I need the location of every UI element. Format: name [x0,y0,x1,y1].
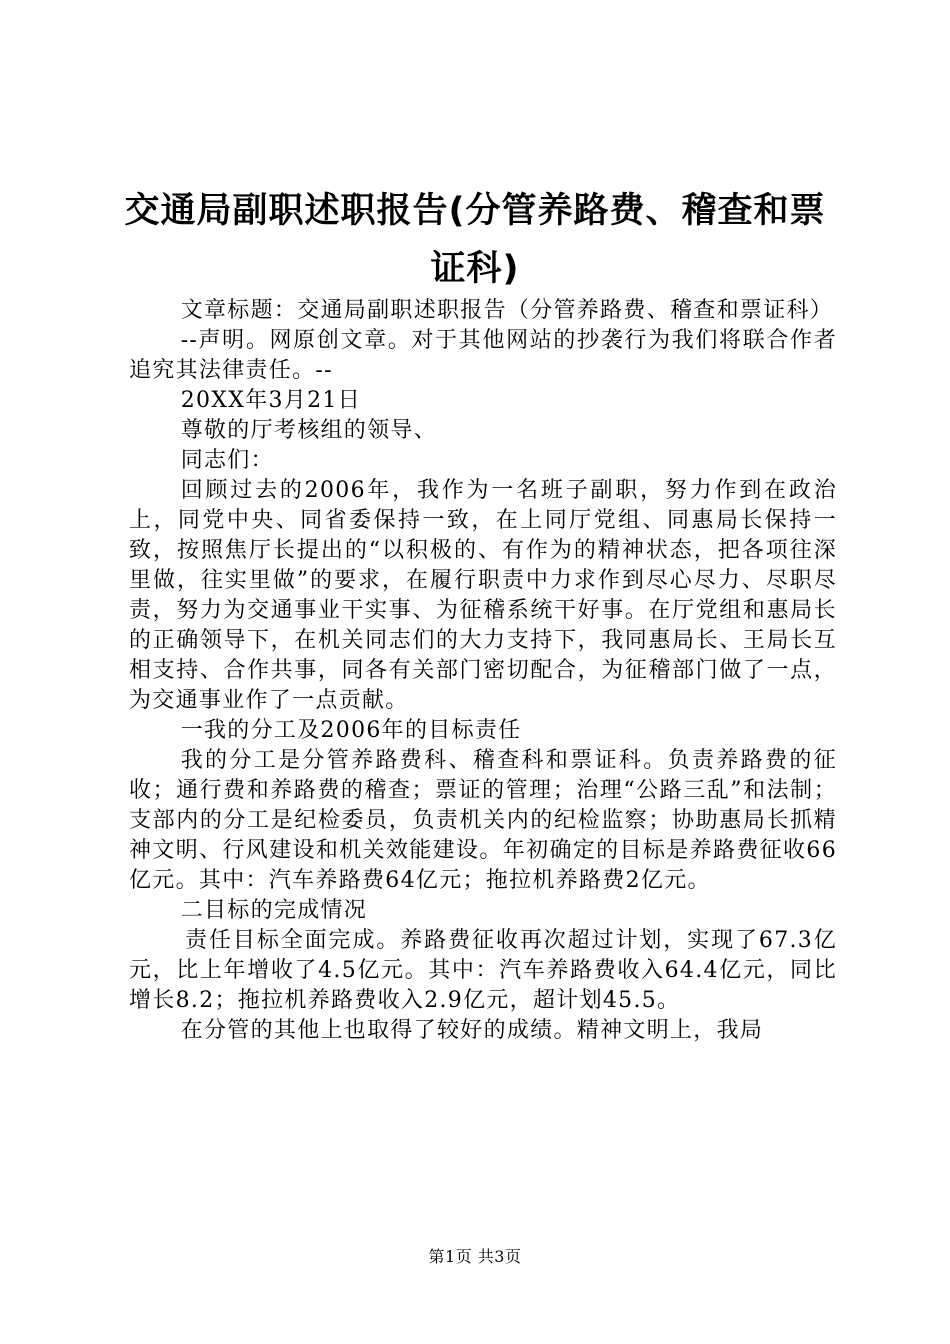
division-of-work-paragraph: 我的分工是分管养路费科、稽查科和票证科。负责养路费的征收；通行费和养路费的稽查；票证的管理；治理“公路三乱”和法制；支部内的分工是纪检委员，负责机关内的纪检监察；协助惠局长抓精神文明、行风建设和机关效能建设。年初确定的目标是养路费征收66亿元。其中：汽车养路费64亿元；拖拉机养路费2亿元。 [129,748,837,893]
document-body [129,296,837,1046]
page-footer: 第1页 共3页 [428,1247,522,1266]
document-title-line-1: 交通局副职述职报告(分管养路费、稽查和票 [124,191,826,231]
review-paragraph: 回顾过去的2006年，我作为一名班子副职，努力作到在政治上，同党中央、同省委保持一致，在上同厅党组、同惠局长保持一致，按照焦厅长提出的“以积极的、有作为的精神状态，把各项往深里做，往实里做”的要求，在履行职责中力求作到尽心尽力、尽职尽责，努力为交通事业干实事、为征稽系统干好事。在厅党组和惠局长的正确领导下，在机关同志们的大力支持下，我同惠局长、王局长互相支持、合作共事，同各有关部门密切配合，为征稽部门做了一点，为交通事业作了一点贡献。 [129,478,837,713]
section-heading-2: 二目标的完成情况 [180,898,368,923]
salutation-line-2: 同志们： [180,448,274,473]
copyright-statement-paragraph: --声明。网原创文章。对于其他网站的抄袭行为我们将联合作者追究其法律责任。-- [129,328,837,383]
section-heading-1: 一我的分工及2006年的目标责任 [180,718,522,743]
salutation-line-1: 尊敬的厅考核组的领导、 [180,418,437,443]
document-title-line-2: 证科) [430,249,520,289]
article-title-paragraph: 文章标题：交通局副职述职报告（分管养路费、稽查和票证科） [180,298,834,323]
completion-paragraph: 责任目标全面完成。养路费征收再次超过计划，实现了67.3亿元，比上年增收了4.5亿元。其中：汽车养路费收入64.4亿元，同比增长8.2；拖拉机养路费收入2.9亿元，超计划45.5。 [129,928,837,1013]
other-achievements-paragraph: 在分管的其他上也取得了较好的成绩。精神文明上，我局 [180,1018,764,1043]
date-paragraph: 20XX年3月21日 [180,388,361,413]
